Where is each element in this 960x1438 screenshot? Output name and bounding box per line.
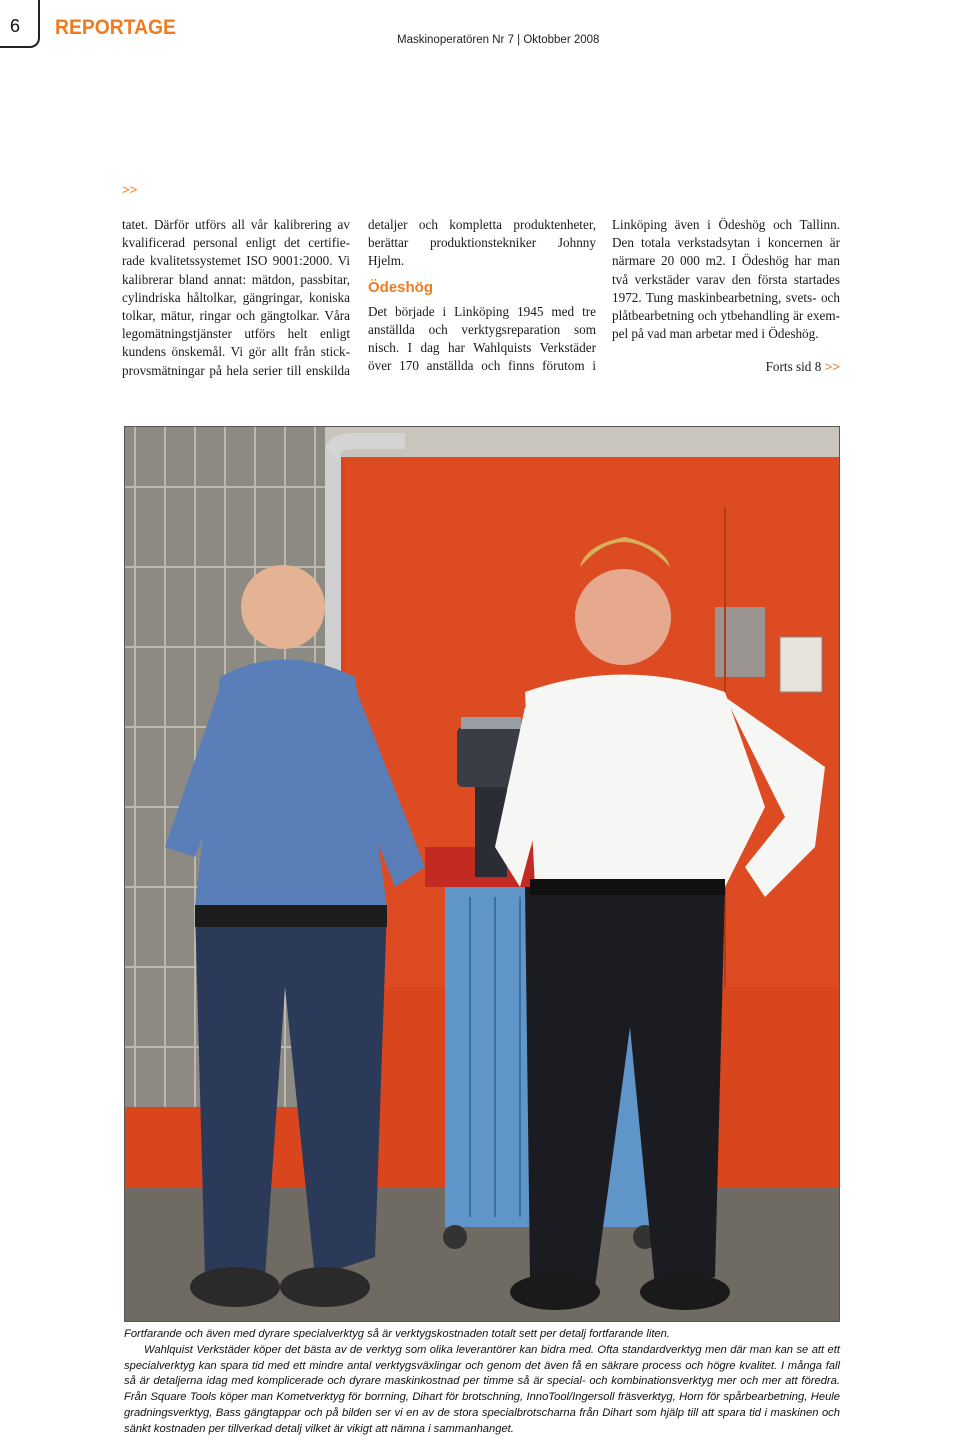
issue-info: Maskinoperatören Nr 7 | Oktobber 2008 xyxy=(397,34,600,46)
continuation-marker: >> xyxy=(122,182,138,197)
continued-on-page[interactable] xyxy=(612,359,840,375)
text-line: Det började i Linköping 1945 med tre xyxy=(368,303,596,319)
text-line: berättar produktionstekniker Johnny xyxy=(368,235,596,251)
forts-arrows: >> xyxy=(824,359,840,374)
forts-text: Forts sid 8 xyxy=(765,359,822,374)
text-line: rade kvalitetssystemet ISO 9001:2000. Vi xyxy=(122,253,350,269)
article-column-3 xyxy=(612,216,840,343)
text-line: kalibrerar bland annat: mätdon, passbitar, xyxy=(122,271,350,287)
text-line: anställda och verktygsreparation som xyxy=(368,321,596,337)
text-line: cylindriska håltolkar, gängringar, koniska xyxy=(122,289,350,305)
text-line: två verkstäder varav den första startades xyxy=(612,271,840,287)
text-line: kvalificerad personal enligt det certifie- xyxy=(122,235,350,251)
text-line: närmare 20 000 m2. I Ödeshög har man xyxy=(612,253,840,269)
text-line: tolkar, mätur, ringar och gängtolkar. Våra xyxy=(122,308,350,324)
text-line: över 170 anställda och finns förutom i xyxy=(368,358,596,374)
page-number: 6 xyxy=(10,16,21,36)
caption-body: Wahlquist Verkstäder köper det bästa av de verktyg som olika leverantörer kan bidra med. Ofta standardverktyg men där man kan se att ett specialverktyg kan spara tid med ett mindre antal verktygsväxlingar och genom det även få en säkrare process och högre kvalitet. I många fall så är detaljerna idag med komplicerade och dyrare maskinkostnad per timme så är special- och kombinationsverktyg mer och mer att föredra. Från Square Tools köper man Kometverktyg för borrning, Dihart för brotschning, InnoTool/Ingersoll fräsverktyg, Horn för spårbearbetning, Heule gradningsverktyg, Bass gängtappar och på bilden ser vi en av de stora specialbrotscharna från Dihart som hjälp till att spara tid i maskinen och sänkt kostnaden per tillverkad detalj vilket är vikigt att nämna i sammanhanget. xyxy=(124,1343,840,1435)
text-line: legomätningstjänster utförs helt enligt xyxy=(122,326,350,342)
text-line: Linköping även i Ödeshög och Tallinn. xyxy=(612,217,840,232)
section-label: REPORTAGE xyxy=(55,16,176,39)
photo-caption xyxy=(124,1327,840,1438)
text-line: detaljer och kompletta produktenheter, xyxy=(368,217,596,232)
text-line: Den totala verkstadsytan i koncernen är xyxy=(612,235,840,251)
text-line: 1972. Tung maskinbearbetning, svets- och xyxy=(612,289,840,305)
article-column-2 xyxy=(368,216,596,375)
caption-lead: Fortfarande och även med dyrare specialverktyg så är verktygskostnaden totalt sett per detalj fortfarande liten. xyxy=(124,1328,670,1340)
page-header xyxy=(0,0,960,60)
text-line: Hjelm. xyxy=(368,253,405,269)
subheading-odeshog: Ödeshög xyxy=(368,278,434,296)
article-photo xyxy=(124,426,840,1322)
text-line: plåtbearbetning och ytbehandling är exem- xyxy=(612,308,840,324)
article-column-1 xyxy=(122,216,350,380)
text-line: tatet. Därför utförs all vår kalibrering av xyxy=(122,217,350,232)
text-line: kundens önskemål. Vi gör allt från stick- xyxy=(122,344,350,360)
text-line: nisch. I dag har Wahlquists Verkstäder xyxy=(368,340,596,356)
text-line: provsmätningar på hela serier till enskilda xyxy=(122,362,350,378)
photo-illustration xyxy=(125,427,840,1322)
text-line: pel på vad man arbetar med i Ödeshög. xyxy=(612,326,819,342)
